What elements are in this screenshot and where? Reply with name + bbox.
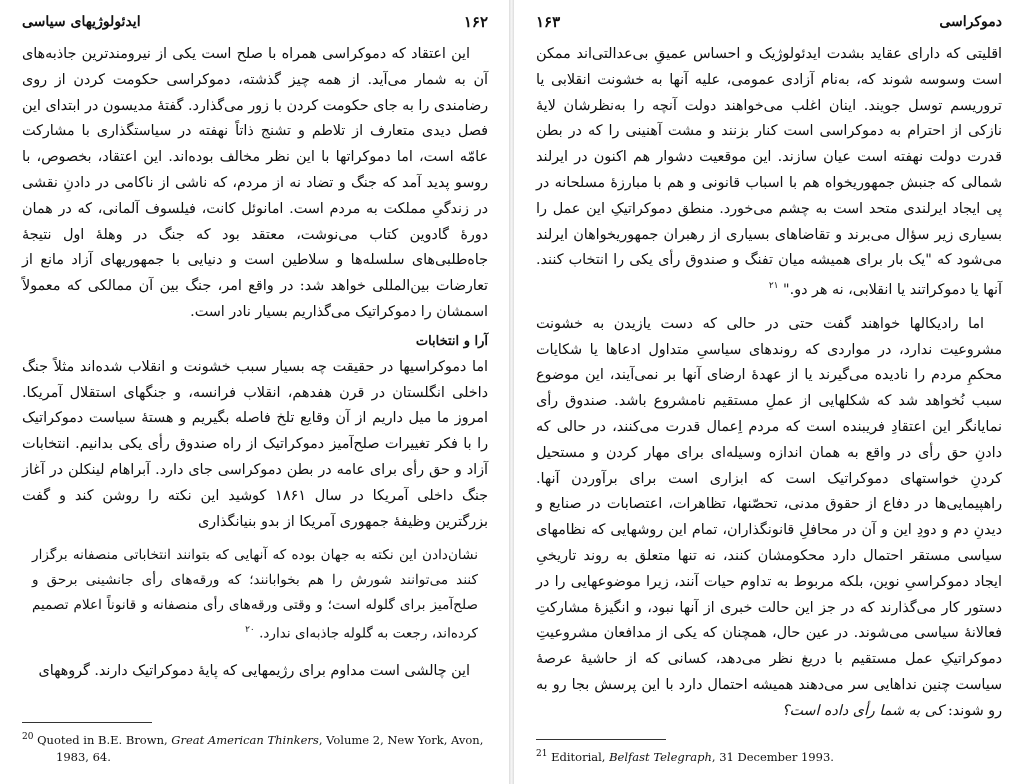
footnote-20-line-2: 1983, 64. [56, 750, 111, 764]
left-running-title: ایدئولوژیهای سیاسی [22, 14, 141, 30]
footnote-text-after: , Volume 2, New York, Avon, [318, 733, 484, 747]
lincoln-quote-text: نشان‌دادن این نکته به جهان بوده که آنهایی که بتوانند انتخاباتی منصفانه برگزار کنند می‌توانند شورش را هم بخوابانند؛ که ورقه‌های رأی جانشینی برحق و صلح‌آمیز برای گلوله است؛ و وقتی ورقه‌های رأی منصفانه و قانوناً اعلام تصمیم کرده‌اند، رجعت به گلوله جاذبه‌ای ندارد. [32, 547, 478, 642]
lincoln-quote [22, 543, 488, 647]
footnote-21 [536, 746, 1002, 766]
footnote-number-21: 21 [536, 749, 548, 760]
section-heading-votes-elections: آرا و انتخابات [415, 333, 488, 349]
left-running-head [22, 10, 488, 34]
left-paragraph-last: این چالشی است مداوم برای رژیمهایی که پایهٔ دموکراتیک دارند. گروههای [38, 662, 470, 679]
left-page-number: ۱۶۲ [463, 13, 488, 31]
footnote-21-text-after: , 31 December 1993. [711, 750, 834, 764]
right-page-number: ۱۶۳ [536, 13, 561, 31]
right-paragraph-2-text: اما رادیکالها خواهند گفت حتی در حالی که دست یازیدن به خشونت مشروعیت ندارد، در مواردی که روندهای سیاسیِ متداول ادعاها یا شکایات محکمِ مردم را نادیده می‌گیرند یا از عهدهٔ ارضای آنها بر نمی‌آیند، این موضوع سبب نُخواهد شد که شکلهایی از عملِ مستقیم نامشروع باشد. صندوق رأی نمایانگر این اعتقادِ فریبنده است که مردم اِعمال قدرت می‌کنند، در حالی که دادنِ حق رأی در واقع به همان اندازه وسیله‌ای برای مهار کردن و مستحیل کردنِ خواستهای دموکراتیک است که ابزاری است برای برآوردن آنها. راهپیمایی‌ها در دفاع از حقوق مدنی، تحصّنها، تظاهرات، اعتصابات در صنایع و دیدنِ دم و دودِ این و آن در محافلِ قانونگذاران، تمام این روشهایی که نظامهای سیاسی مستقر احتمال دارد محکومشان کنند، نه تنها متعلق به روند تاریخیِ ایجاد دموکراسیِ نوین، بلکه مربوط به تداوم حیات آنند، زیرا موضوعهایی را در دستور کار می‌گذارند که در جز این حالت خبری از آنها نبود، و انگیزهٔ مشارکتِ فعالانهٔ سیاسی می‌شوند. در عین حال، همچنان که یکی از مدافعان مشروعیتِ دموکراتیکِ عمل مستقیم با دریغ نظر می‌دهد، کسانی که از حاشیهٔ عرصهٔ سیاست چنین نداهایی سر می‌دهند همیشه احتمال دارد با این پرسش بجا رو به رو شوند: [536, 315, 1002, 719]
closing-question: کی به شما رأی داده است؟ [781, 702, 944, 719]
right-footnote [536, 739, 1002, 766]
right-running-head [536, 10, 1002, 34]
left-footnote [22, 722, 488, 766]
right-paragraph-1-text: اقلیتی که دارای عقاید بشدت ایدئولوژیک و احساس عمیقِ بی‌عدالتی‌اند ممکن است وسوسه شوند که، به‌نام آزادی عمومی، علیه آنها به خشونت انقلابی یا تروریسم توسل جویند. اینان اغلب می‌خواهند دولت آنچه را به‌نظرشان لایهٔ نازکی از احترام به دموکراسی است کنار بزنند و مشت آهنینی را که در بطن قدرت دولت نهفته است عیان سازند. این موقعیت دشوار هم اکنون در ایرلند شمالی که جنبش جمهوریخواه هم با اسباب قانونی و هم با مبارزهٔ مسلحانه در پی ایجاد ایرلندی متحد است به چشم می‌خورد. منطق دموکراتیکِ این عمل را بسیاری زیر سؤال می‌برند و تقاضاهای بسیاری از رهبران جمهوریخواهان ایرلند می‌شود که "یک بار برای همیشه میان تفنگ و صندوق رأی یکی را انتخاب کنند. آنها یا دموکراتند یا انقلابی، نه هر دو." [536, 46, 1002, 298]
footnote-ref-21: ۲۱ [768, 281, 779, 292]
footnote-ref-20: ۲۰ [245, 625, 255, 636]
footnote-book-title: Great American Thinkers [171, 733, 319, 747]
footnote-number: 20 [22, 732, 34, 743]
right-page [514, 0, 1024, 784]
right-paragraph-2 [536, 312, 1002, 725]
footnote-20 [22, 729, 488, 749]
footnote-21-text-before: Editorial, [551, 750, 610, 764]
footnote-rule-right [536, 739, 666, 740]
left-page [0, 0, 510, 784]
right-running-title: دموکراسی [939, 14, 1002, 30]
left-paragraph-2: اما دموکراسیها در حقیقت چه بسیار سبب خشونت و انقلاب شده‌اند مثلاً جنگ داخلی انگلستان در قرن هفدهم، انقلاب فرانسه، و جنگهای استقلال آمریکا. امروز ما میل داریم از آن وقایع تلخ فاصله بگیریم و هستهٔ سیاست دموکراتیک را با فکر تغییرات صلح‌آمیز دموکراتیک از راه صندوق رأی یکی بدانیم. انتخابات آزاد و حق رأی برای عامه در بطن دموکراسی جای دارد. آبراهام لینکلن در آغاز جنگ داخلی آمریکا در سال ۱۸۶۱ کوشید این نکته را روشن کند و گفت بزرگترین وظیفهٔ جمهوری آمریکا از بدو بنیانگذاری [22, 358, 488, 530]
footnote-text-before: Quoted in B.E. Brown, [37, 733, 172, 747]
right-paragraph-1 [536, 42, 1002, 304]
footnote-rule [22, 722, 152, 723]
left-paragraph-1: این اعتقاد که دموکراسی همراه با صلح است یکی از نیرومندترین جاذبه‌های آن به شمار می‌آید. از همه چیز گذشته، دموکراسی حکومت کردن از روی رضامندی را به جای حکومت کردن با زور می‌گذارد. گفتهٔ مدیسون در ابتدای این فصل دیدی متعارف از تلاطم و تشنج ذاتاً نهفته در سیاستگذاری با مشارکت عامّه است، اما دموکراتها با این نظر مخالف بوده‌اند. این اعتقاد، بخصوص، با روسو پدید آمد که جنگ و تضاد نه از مردم، که ناشی از ناکامی در دادنِ نقشی در زندگیِ مملکت به مردم است. امانوئل کانت، فیلسوف آلمانی، که در همان دورهٔ گادوین کتاب می‌نوشت، معتقد بود که جنگ در وهلهٔ اول نتیجهٔ جاه‌طلبی‌های سلسله‌ها و سلاطین است و دنیایی با جمهوریهای آزاد مانع از تعارضات بین‌المللی خواهد شد: در واقع امر، جنگ بین آن ممالکی که معمولاً اسمشان را دموکراتیک می‌گذاریم بسیار نادر است. [22, 46, 488, 320]
footnote-21-newspaper: Belfast Telegraph [609, 750, 712, 764]
